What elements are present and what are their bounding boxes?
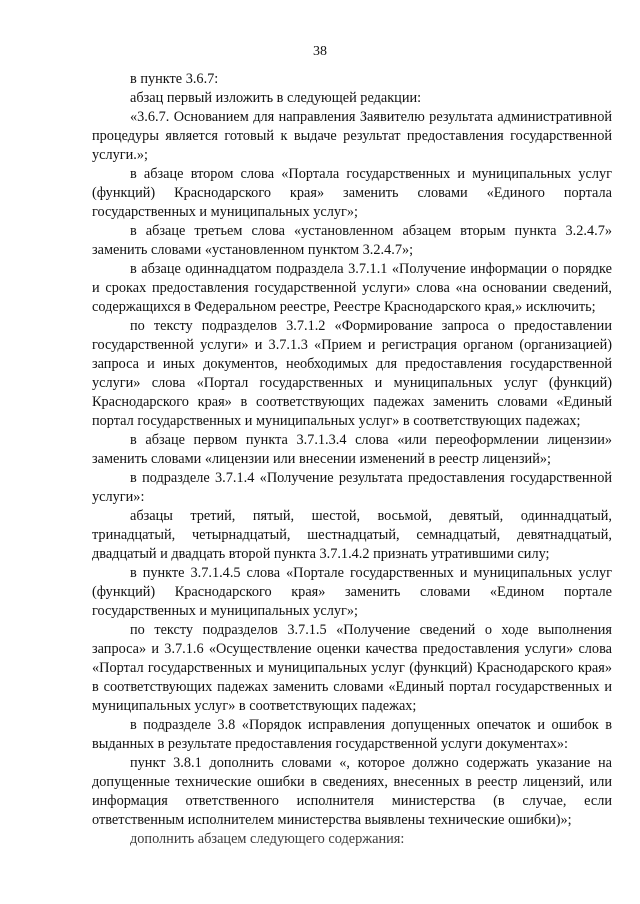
- page-number: 38: [313, 44, 327, 59]
- paragraph: в абзаце втором слова «Портала государственных и муниципальных услуг (функций) Краснодарского края» заменить словами «Единого портала государственных и муниципальных услуг»;: [92, 166, 612, 220]
- paragraph: дополнить абзацем следующего содержания:: [130, 831, 405, 847]
- paragraph: в абзаце третьем слова «установленном абзацем вторым пункта 3.2.4.7» заменить словами «установленном пунктом 3.2.4.7»;: [92, 223, 612, 258]
- paragraph: абзацы третий, пятый, шестой, восьмой, девятый, одиннадцатый, тринадцатый, четырнадцатый, шестнадцатый, семнадцатый, девятнадцатый, двадцатый и двадцать второй пункта 3.7.1.4.2 признать утратившими силу;: [92, 508, 612, 562]
- paragraph: в абзаце одиннадцатом подраздела 3.7.1.1 «Получение информации о порядке и сроках предоставления государственной услуги» слова «на основании сведений, содержащихся в Федеральном реестре, Реестре Краснодарского края,» исключить;: [92, 261, 612, 315]
- paragraph: «3.6.7. Основанием для направления Заявителю результата административной процедуры является готовый к выдаче результат предоставления государственной услуги.»;: [92, 109, 612, 163]
- paragraph: абзац первый изложить в следующей редакции:: [130, 90, 422, 106]
- paragraph: по тексту подразделов 3.7.1.5 «Получение сведений о ходе выполнения запроса» и 3.7.1.6 «Осуществление оценки качества предоставления услуги» слова «Портал государственных и муниципальных услуг (функций) Краснодарского края» в соответствующих падежах заменить словами «Единый портал государственных и муниципальных услуг» в соответствующих падежах;: [92, 622, 612, 714]
- paragraph: в подразделе 3.8 «Порядок исправления допущенных опечаток и ошибок в выданных в результате предоставления государственной услуги документах»:: [92, 717, 612, 752]
- paragraph: в пункте 3.6.7:: [130, 71, 219, 87]
- document-body: [92, 70, 612, 849]
- paragraph: пункт 3.8.1 дополнить словами «, которое должно содержать указание на допущенные технические ошибки в сведениях, внесенных в реестр лицензий, или информация ответственного исполнителя министерства (в случае, если ответственным исполнителем министерства выявлены технические ошибки)»;: [92, 755, 612, 828]
- paragraph: по тексту подразделов 3.7.1.2 «Формирование запроса о предоставлении государственной услуги» и 3.7.1.3 «Прием и регистрация органом (организацией) запроса и иных документов, необходимых для предоставления государственной услуги» слова «Портал государственных и муниципальных услуг (функций) Краснодарского края» в соответствующих падежах заменить словами «Единый портал государственных и муниципальных услуг» в соответствующих падежах;: [92, 318, 612, 429]
- paragraph: в пункте 3.7.1.4.5 слова «Портале государственных и муниципальных услуг (функций) Краснодарского края» заменить словами «Едином портале государственных и муниципальных услуг»;: [92, 565, 612, 619]
- paragraph: в абзаце первом пункта 3.7.1.3.4 слова «или переоформлении лицензии» заменить словами «лицензии или внесении изменений в реестр лицензий»;: [92, 432, 612, 467]
- paragraph: в подразделе 3.7.1.4 «Получение результата предоставления государственной услуги»:: [92, 470, 612, 505]
